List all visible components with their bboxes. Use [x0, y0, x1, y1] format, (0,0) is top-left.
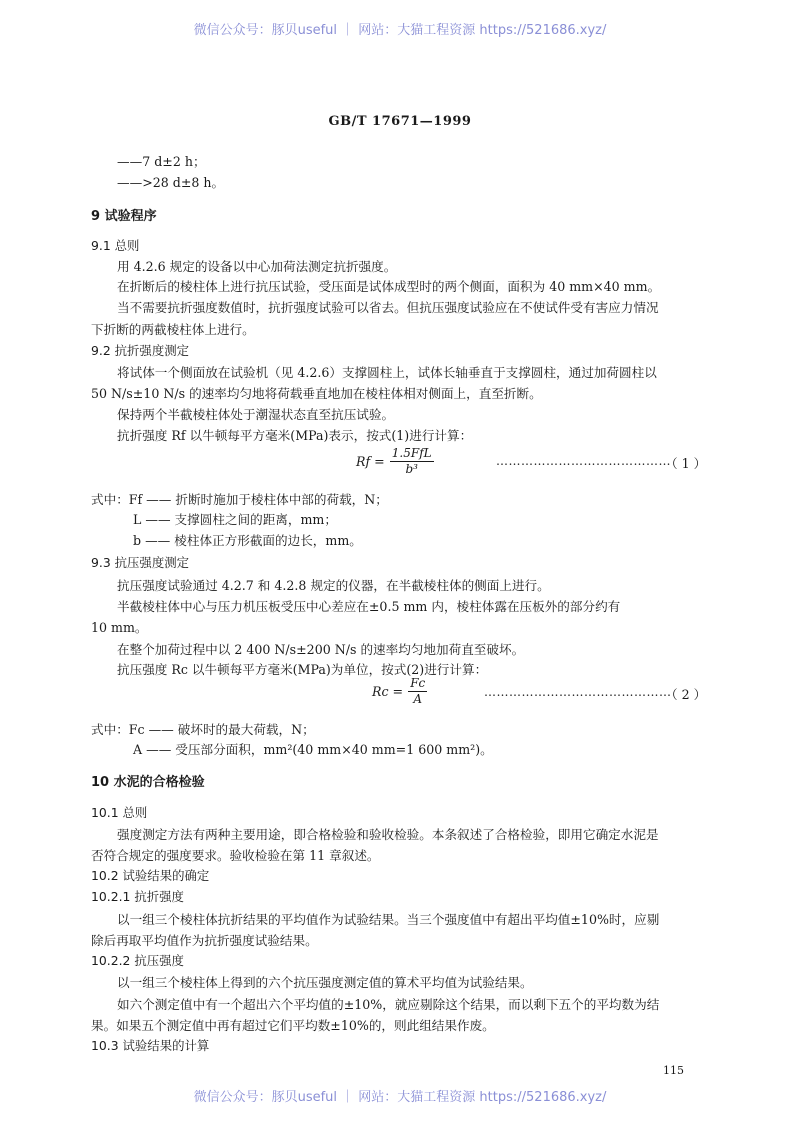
s91-paragraph-3a: 当不需要抗折强度数值时，抗折强度试验可以省去。但抗压强度试验应在不使试件受有害应力情况: [117, 300, 659, 315]
formula-2-lhs: Rc =: [372, 684, 404, 699]
age-line-2: ——>28 d±8 h。: [117, 175, 225, 190]
s1021-paragraph-1a: 以一组三个棱柱体抗折结果的平均值作为试验结果。当三个强度值中有超出平均值±10%时，应剔: [117, 912, 660, 927]
s1022-paragraph-2b: 果。如果五个测定值中再有超过它们平均数±10%的，则此组结果作废。: [91, 1018, 495, 1033]
standard-number: GB/T 17671—1999: [328, 114, 472, 129]
section-10-2-2-title: 10.2.2 抗压强度: [91, 953, 184, 968]
s92-paragraph-3: 抗折强度 Rf 以牛顿每平方毫米(MPa)表示，按式(1)进行计算：: [117, 428, 473, 443]
section-10-2-title: 10.2 试验结果的确定: [91, 868, 210, 883]
formula-2-number: （ 2 ）: [665, 687, 707, 702]
section-10-2-1-title: 10.2.1 抗折强度: [91, 889, 184, 904]
formula-2-denominator: A: [413, 692, 423, 706]
formula-1-denominator: b³: [405, 462, 418, 476]
s92-where-1: 式中：Ff —— 折断时施加于棱柱体中部的荷载，N；: [91, 492, 388, 507]
s101-paragraph-1b: 否符合规定的强度要求。验收检验在第 11 章叙述。: [91, 848, 380, 863]
section-10-1-title: 10.1 总则: [91, 805, 148, 820]
page-number: 115: [663, 1064, 684, 1077]
s92-paragraph-2: 保持两个半截棱柱体处于潮湿状态直至抗压试验。: [117, 407, 395, 422]
s93-paragraph-3: 在整个加荷过程中以 2 400 N/s±200 N/s 的速率均匀地加荷直至破坏。: [117, 642, 525, 657]
formula-1: [356, 446, 434, 477]
formula-1-number: （ 1 ）: [665, 456, 707, 471]
s91-paragraph-3b: 下折断的两截棱柱体上进行。: [91, 322, 255, 337]
formula-1-lhs: Rf =: [356, 454, 385, 469]
section-10-3-title: 10.3 试验结果的计算: [91, 1038, 210, 1053]
section-9-1-title: 9.1 总则: [91, 238, 140, 253]
s93-where-2: A —— 受压部分面积，mm²(40 mm×40 mm=1 600 mm²)。: [133, 742, 493, 757]
formula-2: [372, 676, 427, 707]
s101-paragraph-1a: 强度测定方法有两种主要用途，即合格检验和验收检验。本条叙述了合格检验，即用它确定水泥是: [117, 827, 659, 842]
formula-1-numerator: 1.5FfL: [391, 446, 432, 460]
formula-2-fraction: [408, 676, 427, 707]
s93-where-1: 式中：Fc —— 破坏时的最大荷载，N；: [91, 722, 315, 737]
section-10-title: 10 水泥的合格检验: [91, 775, 205, 790]
s93-paragraph-2b: 10 mm。: [91, 620, 148, 635]
formula-2-leader: ………………………………………: [484, 685, 672, 699]
s1021-paragraph-1b: 除后再取平均值作为抗折强度试验结果。: [91, 933, 318, 948]
formula-1-fraction: [390, 446, 434, 477]
section-9-title: 9 试验程序: [91, 209, 157, 224]
s91-paragraph-1: 用 4.2.6 规定的设备以中心加荷法测定抗折强度。: [117, 259, 397, 274]
s1022-paragraph-2a: 如六个测定值中有一个超出六个平均值的±10%，就应剔除这个结果，而以剩下五个的平均数为结: [117, 997, 660, 1012]
s93-paragraph-2a: 半截棱柱体中心与压力机压板受压中心差应在±0.5 mm 内，棱柱体露在压板外的部分约有: [117, 599, 621, 614]
age-line-1: ——7 d±2 h；: [117, 154, 206, 169]
s92-where-2: L —— 支撑圆柱之间的距离，mm；: [133, 512, 337, 527]
formula-2-numerator: Fc: [410, 676, 426, 690]
section-9-2-title: 9.2 抗折强度测定: [91, 343, 189, 358]
s92-where-3: b —— 棱柱体正方形截面的边长，mm。: [133, 533, 362, 548]
s91-paragraph-2: 在折断后的棱柱体上进行抗压试验，受压面是试体成型时的两个侧面，面积为 40 mm×40 mm。: [117, 279, 661, 294]
watermark-top[interactable]: 微信公众号：豚贝useful ｜ 网站：大猫工程资源 https://521686.xyz/: [193, 23, 607, 38]
formula-1-leader: ……………………………………: [496, 454, 671, 468]
watermark-bottom[interactable]: 微信公众号：豚贝useful ｜ 网站：大猫工程资源 https://521686.xyz/: [193, 1090, 607, 1105]
s93-paragraph-4: 抗压强度 Rc 以牛顿每平方毫米(MPa)为单位，按式(2)进行计算：: [117, 662, 488, 677]
s93-paragraph-1: 抗压强度试验通过 4.2.7 和 4.2.8 规定的仪器，在半截棱柱体的侧面上进行。: [117, 578, 550, 593]
s1022-paragraph-1: 以一组三个棱柱体上得到的六个抗压强度测定值的算术平均值为试验结果。: [117, 975, 533, 990]
s92-paragraph-1a: 将试体一个侧面放在试验机（见 4.2.6）支撑圆柱上，试体长轴垂直于支撑圆柱，通过加荷圆柱以: [117, 365, 657, 380]
section-9-3-title: 9.3 抗压强度测定: [91, 555, 189, 570]
s92-paragraph-1b: 50 N/s±10 N/s 的速率均匀地将荷载垂直地加在棱柱体相对侧面上，直至折断。: [91, 386, 542, 401]
